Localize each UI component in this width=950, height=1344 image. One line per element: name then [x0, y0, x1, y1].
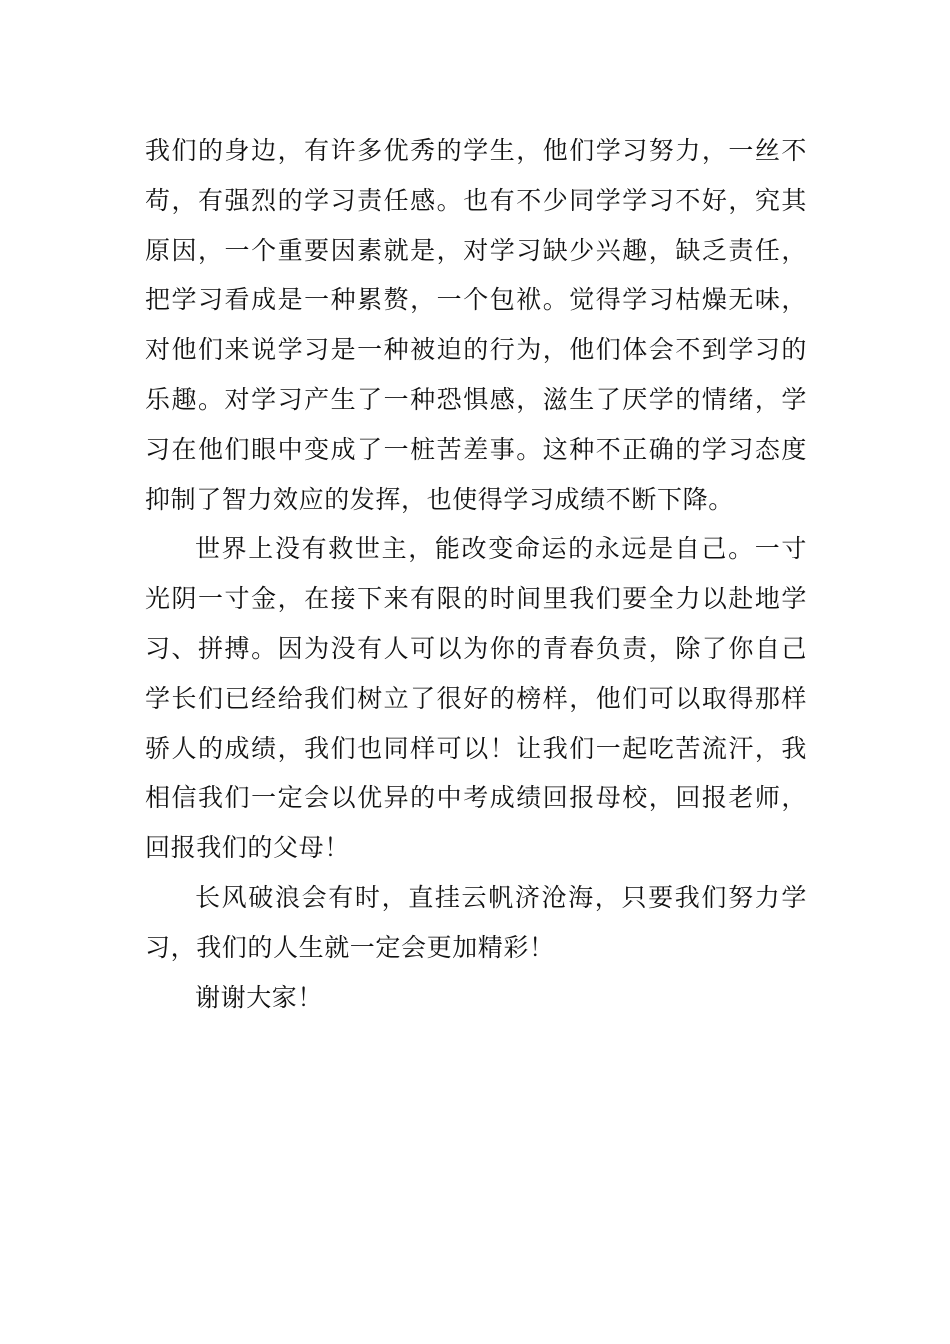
paragraph-encouragement: 长风破浪会有时，直挂云帆济沧海，只要我们努力学习，我们的人生就一定会更加精彩！: [145, 882, 807, 962]
paragraph-change-destiny: 世界上没有救世主，能改变命运的永远是自己。一寸光阴一寸金，在接下来有限的时间里我们要全力以赴地学习、拼搏。因为没有人可以为你的青春负责，除了你自己学长们已经给我们树立了很好的榜样，他们可以取得那样骄人的成绩，我们也同样可以！让我们一起吃苦流汗，我相信我们一定会以优异的中考成绩回报母校，回报老师，回报我们的父母！: [145, 534, 807, 863]
speech-body: [145, 126, 807, 1022]
paragraph-thanks: 谢谢大家！: [195, 982, 324, 1012]
paragraph-study-attitude: 我们的身边，有许多优秀的学生，他们学习努力，一丝不苟，有强烈的学习责任感。也有不少同学学习不好，究其原因，一个重要因素就是，对学习缺少兴趣，缺乏责任，把学习看成是一种累赘，一个包袱。觉得学习枯燥无味，对他们来说学习是一种被迫的行为，他们体会不到学习的乐趣。对学习产生了一种恐惧感，滋生了厌学的情绪，学习在他们眼中变成了一桩苦差事。这种不正确的学习态度抑制了智力效应的发挥，也使得学习成绩不断下降。: [145, 136, 807, 514]
